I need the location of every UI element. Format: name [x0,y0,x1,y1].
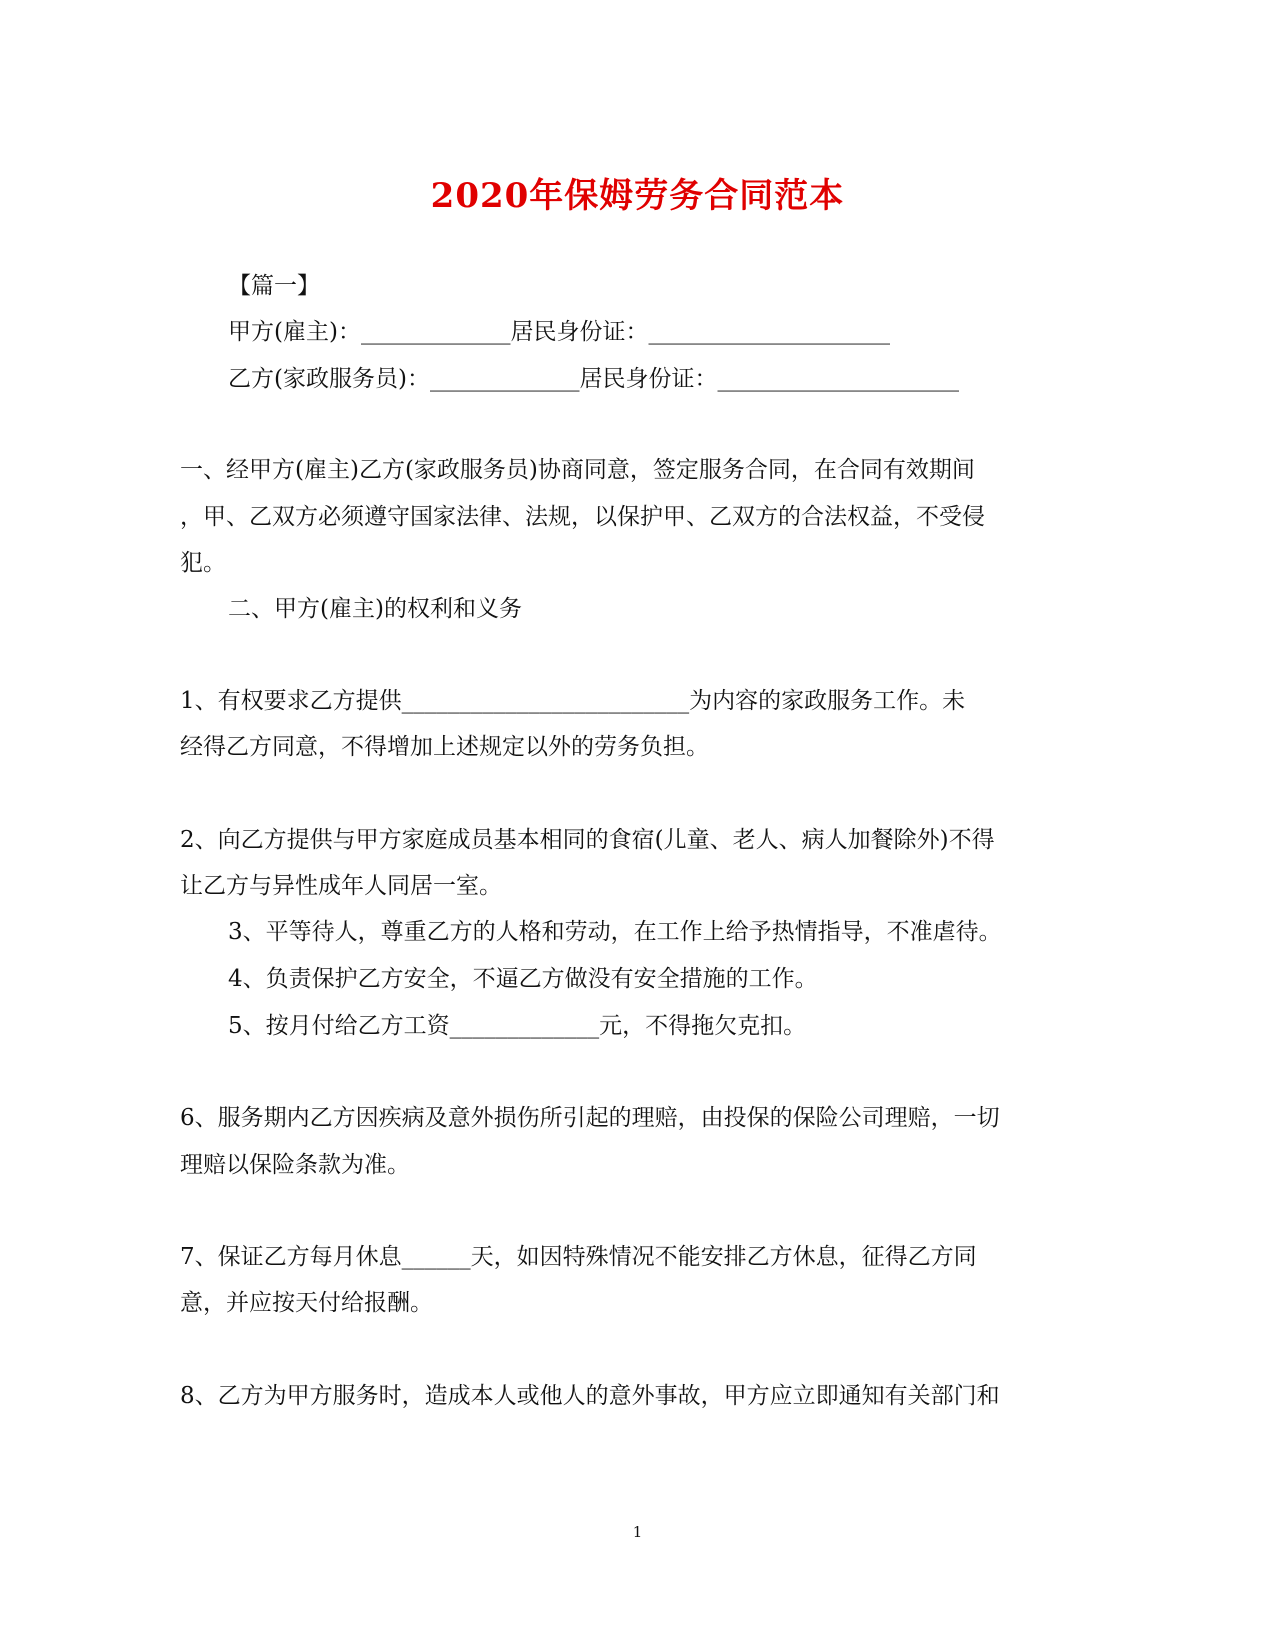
section-heading: 【篇一】 [228,273,320,299]
party-a-line: 甲方(雇主)：_____________居民身份证：_____________________ [228,319,890,345]
item1-line: 经得乙方同意，不得增加上述规定以外的劳务负担。 [180,734,709,760]
item7-line: 意，并应按天付给报酬。 [180,1290,433,1316]
item3-line: 3、平等待人，尊重乙方的人格和劳动，在工作上给予热情指导，不准虐待。 [228,919,1002,945]
clause2-heading: 二、甲方(雇主)的权利和义务 [228,596,522,622]
clause1-line: 一、经甲方(雇主)乙方(家政服务员)协商同意，签定服务合同，在合同有效期间 [180,457,975,483]
party-b-line: 乙方(家政服务员)：_____________居民身份证：_____________________ [228,366,959,392]
item6-line: 理赔以保险条款为准。 [180,1152,410,1178]
item2-line: 2、向乙方提供与甲方家庭成员基本相同的食宿(儿童、老人、病人加餐除外)不得 [180,827,995,853]
item5-line: 5、按月付给乙方工资_____________元，不得拖欠克扣。 [228,1013,807,1039]
item8-line: 8、乙方为甲方服务时，造成本人或他人的意外事故，甲方应立即通知有关部门和 [180,1383,1000,1409]
item6-line: 6、服务期内乙方因疾病及意外损伤所引起的理赔，由投保的保险公司理赔，一切 [180,1105,1000,1131]
clause1-line: ，甲、乙双方必须遵守国家法律、法规，以保护甲、乙双方的合法权益，不受侵 [180,504,985,530]
document-title: 2020年保姆劳务合同范本 [430,176,845,216]
clause1-line: 犯。 [180,550,226,576]
item7-line: 7、保证乙方每月休息______天，如因特殊情况不能安排乙方休息，征得乙方同 [180,1244,977,1270]
item4-line: 4、负责保护乙方安全，不逼乙方做没有安全措施的工作。 [228,966,818,992]
item2-line: 让乙方与异性成年人同居一室。 [180,873,502,899]
page-number: 1 [632,1523,643,1541]
item1-line: 1、有权要求乙方提供_________________________为内容的家政服务工作。未 [180,688,966,714]
